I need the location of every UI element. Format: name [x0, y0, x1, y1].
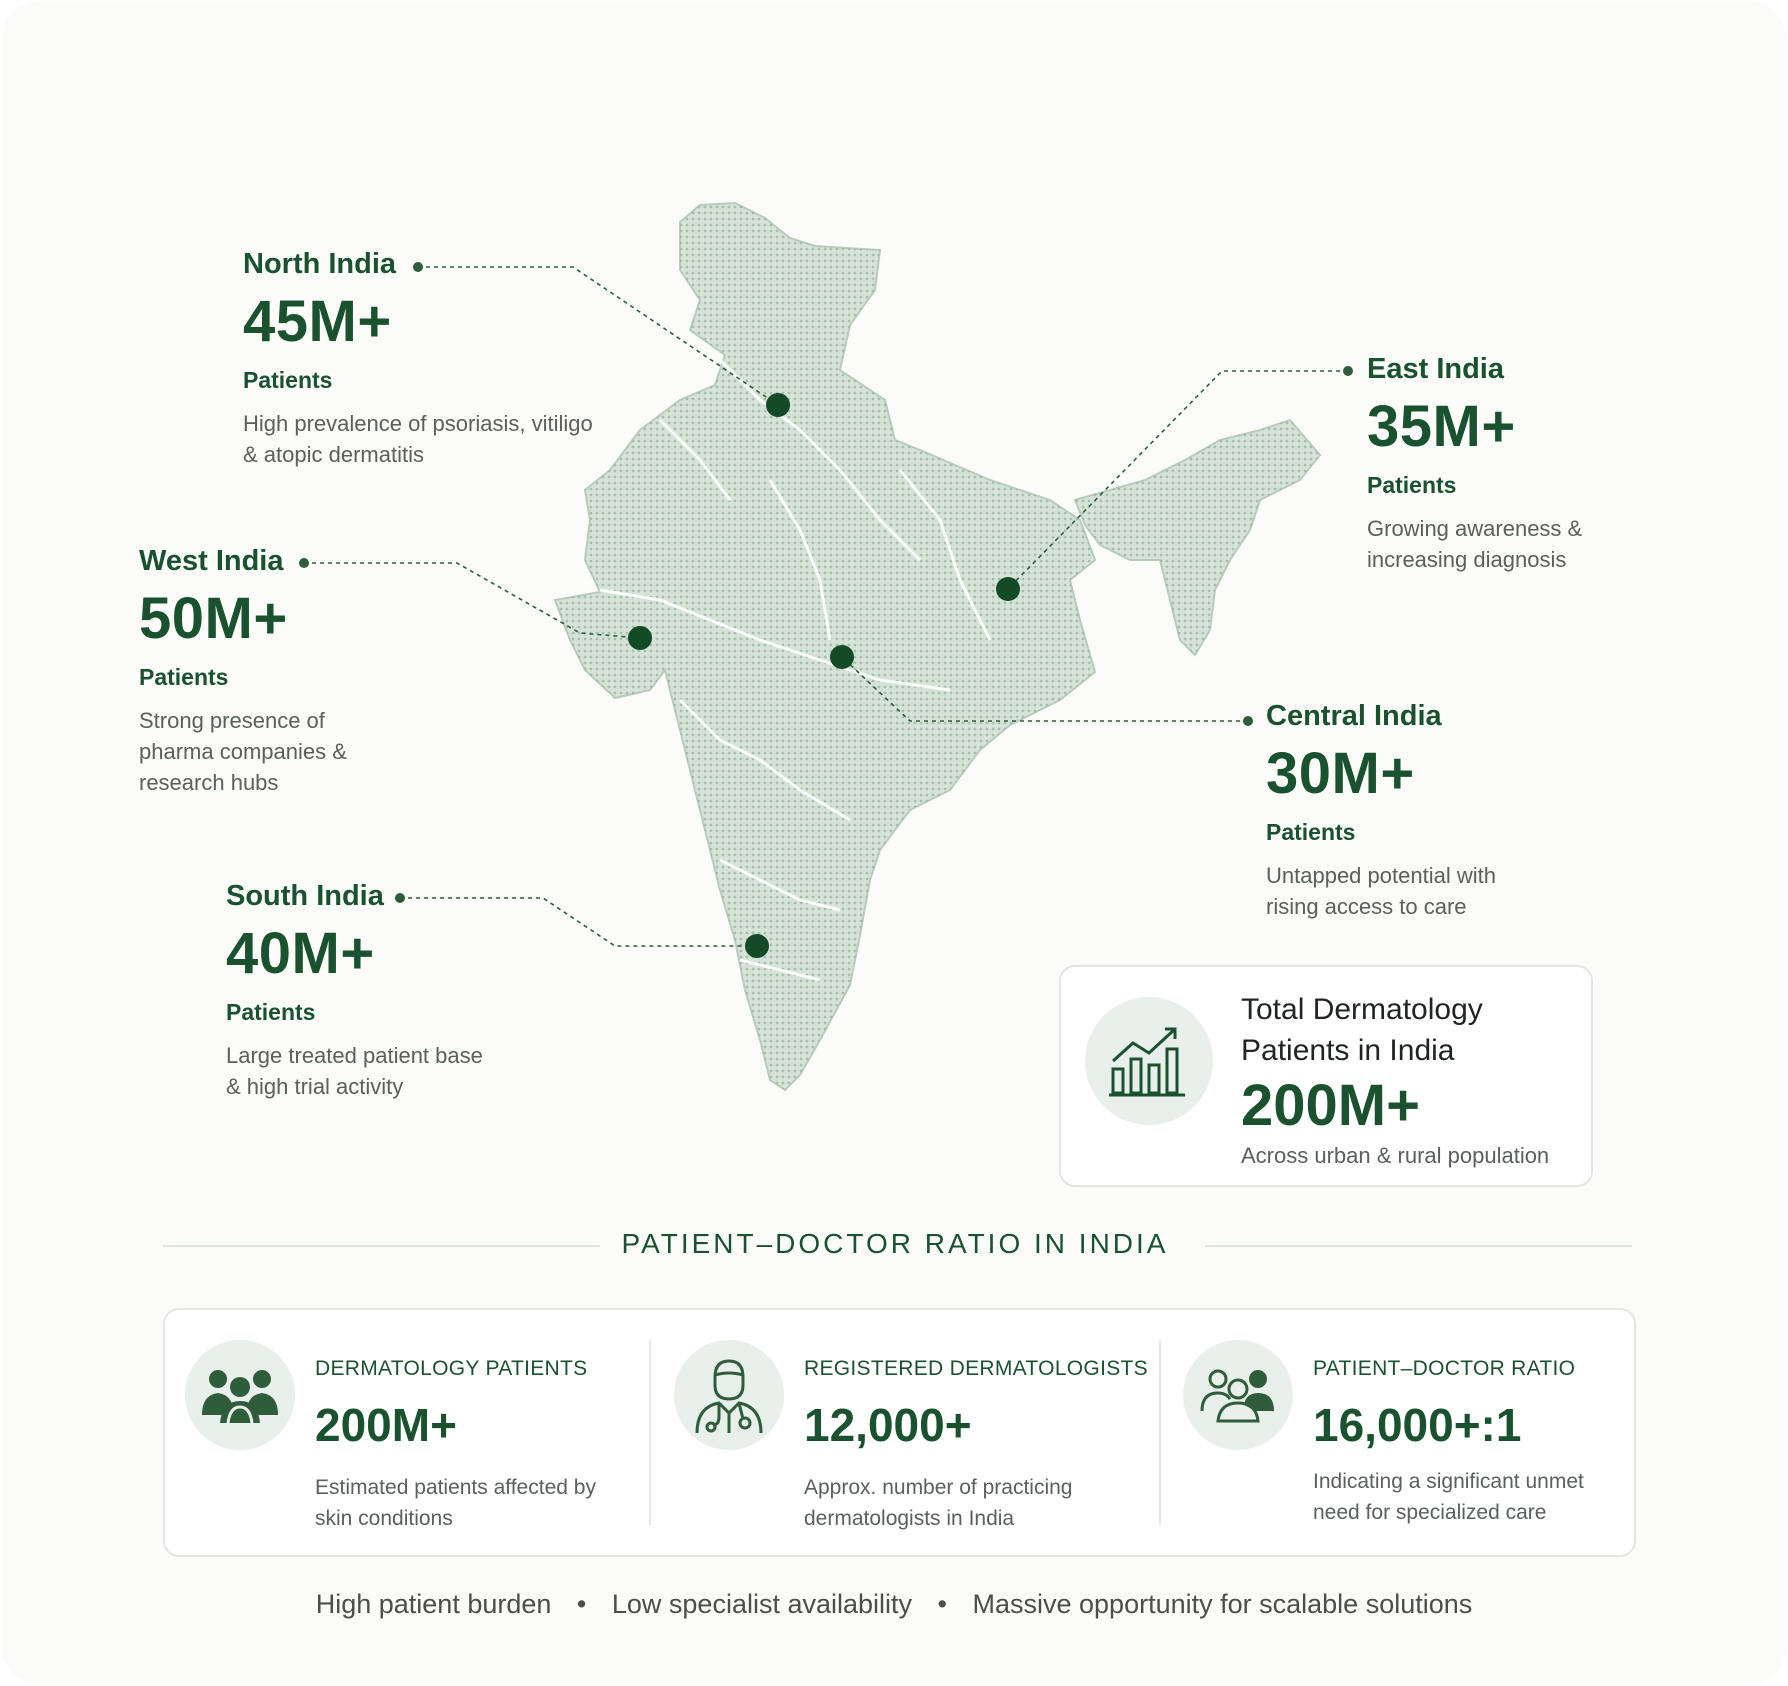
stat-value: 12,000+ [804, 1399, 972, 1451]
takeaway-item: Massive opportunity for scalable solutions [972, 1589, 1473, 1619]
bullet-separator: • [576, 1589, 587, 1619]
region-unit: Patients [226, 999, 316, 1025]
region-north [243, 248, 603, 470]
region-unit: Patients [243, 367, 333, 393]
region-value: 40M+ [226, 921, 375, 986]
growth-chart-icon [1085, 997, 1213, 1125]
takeaways-bar [0, 1589, 1788, 1620]
total-value: 200M+ [1241, 1073, 1420, 1138]
region-desc: High prevalence of psoriasis, vitiligo & atopic dermatitis [243, 411, 593, 467]
region-name: South India [226, 880, 384, 912]
stat-value: 16,000+:1 [1313, 1399, 1522, 1451]
east-india-label-dot [1343, 366, 1353, 376]
stat-desc: Indicating a significant unmet need for specialized care [1313, 1470, 1584, 1524]
region-name: East India [1367, 353, 1504, 385]
region-value: 30M+ [1266, 741, 1415, 806]
region-name: Central India [1266, 700, 1442, 732]
region-value: 50M+ [139, 586, 288, 651]
stat-divider [1159, 1340, 1161, 1525]
region-unit: Patients [1266, 819, 1356, 845]
india-outline [555, 203, 1320, 1090]
east-india-marker[interactable] [996, 577, 1020, 601]
stat-label: PATIENT–DOCTOR RATIO [1313, 1357, 1576, 1380]
north-india-marker[interactable] [766, 393, 790, 417]
region-value: 35M+ [1367, 394, 1516, 459]
region-west [139, 545, 369, 798]
stat-dermatologists [654, 1310, 1154, 1555]
stat-desc: Estimated patients affected by skin conditions [315, 1476, 596, 1530]
total-title: Total Dermatology Patients in India [1241, 993, 1483, 1067]
stat-label: REGISTERED DERMATOLOGISTS [804, 1357, 1148, 1380]
total-patients-card [1059, 965, 1593, 1187]
region-unit: Patients [1367, 472, 1457, 498]
stat-divider [649, 1340, 651, 1525]
west-india-marker[interactable] [628, 626, 652, 650]
section-title: PATIENT–DOCTOR RATIO IN INDIA [621, 1228, 1169, 1259]
region-name: North India [243, 248, 397, 280]
stat-value: 200M+ [315, 1399, 457, 1451]
central-india-marker[interactable] [830, 645, 854, 669]
stat-desc: Approx. number of practicing dermatologists in India [804, 1476, 1073, 1530]
south-india-marker[interactable] [745, 934, 769, 958]
group-people-icon [1183, 1340, 1293, 1450]
region-central [1266, 700, 1526, 922]
takeaway-item: Low specialist availability [611, 1589, 913, 1619]
region-desc: Strong presence of pharma companies & research hubs [139, 708, 347, 795]
region-value: 45M+ [243, 289, 392, 354]
region-unit: Patients [139, 664, 229, 690]
patients-group-icon [185, 1340, 295, 1450]
region-east [1367, 353, 1607, 575]
stat-patients [165, 1310, 650, 1555]
central-india-label-dot [1243, 716, 1253, 726]
bullet-separator: • [937, 1589, 947, 1619]
total-desc: Across urban & rural population [1241, 1143, 1550, 1168]
region-desc: Large treated patient base & high trial activity [226, 1043, 483, 1099]
ratio-stats-panel [163, 1308, 1636, 1557]
takeaway-item: High patient burden [315, 1589, 552, 1619]
region-name: West India [139, 545, 284, 577]
divider-right [1205, 1245, 1632, 1247]
doctor-icon [674, 1340, 784, 1450]
region-south [226, 880, 496, 1102]
region-desc: Untapped potential with rising access to care [1266, 863, 1496, 919]
region-desc: Growing awareness & increasing diagnosis [1367, 516, 1583, 572]
stat-label: DERMATOLOGY PATIENTS [315, 1357, 588, 1380]
divider-left [163, 1245, 600, 1247]
stat-ratio [1163, 1310, 1633, 1555]
